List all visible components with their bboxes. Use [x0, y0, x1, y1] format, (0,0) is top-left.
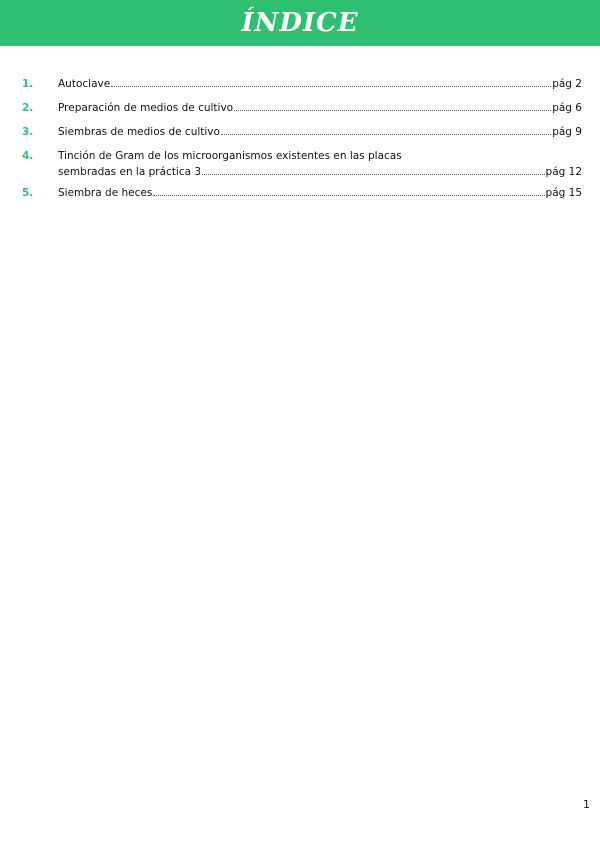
toc-entry-number: 3. [22, 126, 34, 138]
toc-entry-3[interactable] [22, 124, 582, 140]
toc-entry-1[interactable] [22, 76, 582, 92]
toc-entry-5[interactable] [22, 185, 582, 201]
toc-entry-page: pág 9 [552, 126, 582, 138]
dot-leader [202, 174, 544, 175]
dot-leader [221, 134, 551, 135]
toc-entry-title-line1: Tinción de Gram de los microorganismos existentes en las placas [58, 150, 402, 162]
toc-entry-title: Preparación de medios de cultivo [58, 102, 234, 114]
toc-entry-number: 4. [22, 150, 34, 162]
toc-entry-4[interactable] [22, 148, 582, 180]
toc-entry-title-line2: sembradas en la práctica 3 [58, 166, 202, 178]
page-number: 1 [583, 798, 590, 811]
dot-leader [234, 110, 551, 111]
dot-leader [111, 86, 551, 87]
toc-entry-number: 1. [22, 78, 34, 90]
page-title: ÍNDICE [241, 8, 359, 38]
toc-entry-number: 5. [22, 187, 34, 199]
toc-entry-page: pág 12 [545, 166, 582, 178]
toc-entry-page: pág 15 [545, 187, 582, 199]
toc-entry-2[interactable] [22, 100, 582, 116]
toc-entry-page: pág 6 [552, 102, 582, 114]
toc-entry-page: pág 2 [552, 78, 582, 90]
toc-entry-title: Siembras de medios de cultivo [58, 126, 220, 138]
toc-entry-number: 2. [22, 102, 34, 114]
toc-entry-title: Autoclave [58, 78, 111, 90]
toc-entry-title: Siembra de heces [58, 187, 153, 199]
dot-leader [153, 195, 544, 196]
table-of-contents [22, 76, 582, 209]
